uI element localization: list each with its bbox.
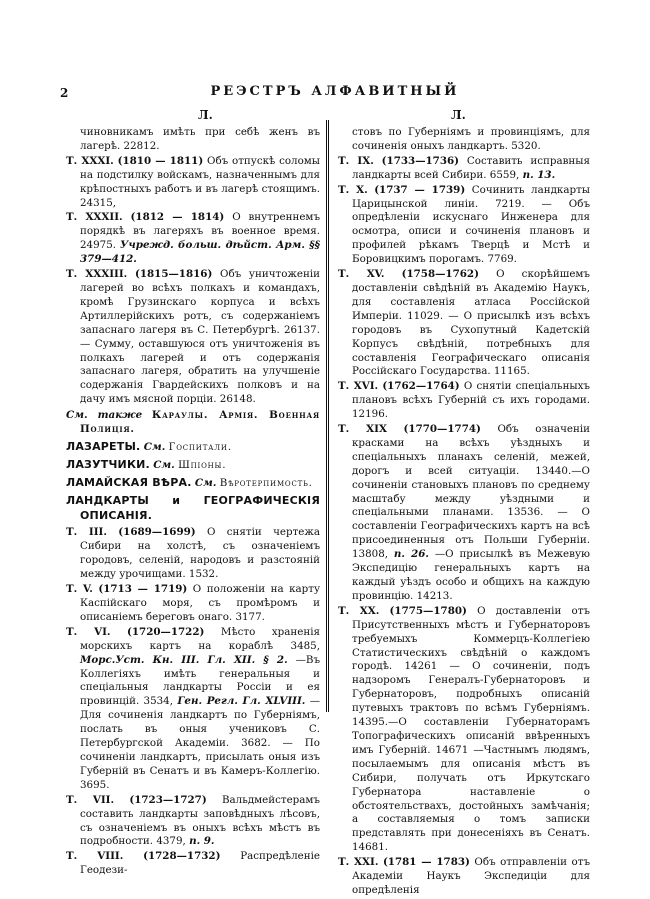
headword-entry (66, 494, 320, 524)
volume-label: Т. X. (338, 183, 368, 196)
left-column (66, 126, 320, 879)
volume-label: Т. VIII. (66, 850, 124, 863)
volume-label: Т. XVI. (338, 380, 379, 393)
entry-text: Распредѣленіе Геодези- (80, 850, 321, 877)
volume-label: Т. XXXII. (66, 211, 123, 224)
headword-entry (66, 476, 320, 491)
volume-label: Т. XXXI. (66, 154, 114, 167)
entry-text: —О присылкѣ въ Межевую Экспедицію генеральныхъ картъ на каждый уѣздъ особо и общихъ на каждую провинцію. 14213. (352, 548, 590, 602)
index-entry (66, 155, 320, 211)
reference: п. 13. (522, 168, 556, 181)
left-column-letter: Л. (198, 108, 213, 122)
index-entry (338, 605, 590, 855)
year-range: (1770—1774) (403, 423, 481, 436)
headword: ЛАЗАРЕТЫ. (66, 439, 141, 453)
year-range: (1689—1699) (118, 526, 196, 539)
see-also-label: См. также (66, 409, 143, 422)
entry-text: О скорѣйшемъ доставленіи свѣдѣній въ Академію Наукъ, для составленія атласа Россійской Имперіи. 11029. — О присылкѣ изъ всѣхъ городовъ въ Сухопутный Кадетскій Корпусъ свѣдѣній, потребныхъ для составленія Географическаго описанія Россійскаго Государства. 11165. (352, 268, 590, 378)
year-range: (1720—1722) (127, 625, 205, 638)
entry-text: —Въ Коллегіяхъ имѣть генеральныя и спеціальныя ландкарты Россіи и ея провинцій. 3534, (80, 653, 320, 708)
entry-text: Мѣсто храненія морскихъ картъ на кораблѣ 3485, (80, 625, 320, 652)
page-number: 2 (60, 86, 69, 100)
continued-text: стовъ по Губерніямъ и провинціямъ, для сочиненія оныхъ ландкартъ. 5320. (352, 126, 590, 152)
year-range: (1723—1727) (129, 793, 207, 806)
headword: ЛАМАЙСКАЯ ВѢРА. (66, 475, 192, 489)
index-entry (338, 155, 590, 183)
right-column-letter: Л. (451, 108, 466, 122)
year-range: (1781 — 1783) (382, 856, 470, 869)
year-range: (1762—1764) (382, 380, 460, 393)
entry-text: — Для сочиненія ландкартъ по Губерніямъ, послать въ оныя учениковъ С. Петербургской Академіи. 3682. — По сочиненіи ландкартъ, присылать оныя изъ Губерній въ Сенатъ и въ Камеръ-Коллегію. 3695. (80, 695, 320, 791)
see-label: См. (143, 440, 166, 453)
index-entry (66, 626, 320, 793)
entry-text: Вальдмейстерамъ составить ландкарты заповѣдныхъ лѣсовъ, съ означеніемъ въ оныхъ всѣхъ мѣстъ въ подробности. 4379, (80, 793, 320, 848)
year-range: (1812 — 1814) (130, 211, 225, 224)
entry-text: Объ уничтоженіи лагерей во всѣхъ полкахъ и командахъ, кромѣ Грузинскаго корпуса и всѣхъ Артиллерійскихъ ротъ, съ содержаніемъ запаснаго лагеря въ С. Петербургѣ. 26137.— Сумму, оставшуюся отъ уничтоженія въ полкахъ лагерей и отъ содержанія запаснаго лагеря, обратить на улучшеніе содержанія Гвардейскихъ полковъ и на дачу имъ мясной порціи. 26148. (80, 268, 320, 406)
entry-text: О снятіи чертежа Сибири на холстѣ, съ означеніемъ городовъ, селеній, народовъ и разстояній между урочищами. 1532. (80, 526, 320, 581)
index-entry (66, 794, 320, 850)
volume-label: Т. III. (66, 526, 107, 539)
reference: п. 26. (393, 548, 430, 561)
index-entry (338, 268, 590, 379)
year-range: (1713 — 1719) (98, 583, 188, 596)
volume-label: Т. XXI. (338, 856, 379, 869)
headword: ЛАНДКАРТЫ и ГЕОГРАФИЧЕСКІЯ ОПИСАНІЯ. (66, 493, 320, 522)
index-entry (66, 850, 320, 878)
reference: п. 9. (189, 835, 215, 848)
year-range: (1810 — 1811) (117, 154, 204, 167)
see-target: Вѣротерпимость. (219, 476, 313, 489)
index-entry (338, 184, 590, 267)
running-title: РЕЭСТРЪ АЛФАВИТНЫЙ (210, 84, 460, 99)
reference: Морс.Уст. Кн. III. Гл. XII. § 2. (80, 653, 288, 666)
year-range: (1733—1736) (381, 154, 460, 167)
index-entry (338, 380, 590, 422)
reference: Учрежд. больш. дѣйст. Арм. §§ 379—412. (80, 239, 321, 266)
volume-label: Т. XX. (338, 604, 380, 617)
index-entry (66, 583, 320, 625)
year-range: (1728—1732) (143, 850, 221, 863)
see-label: См. (153, 458, 175, 471)
headword: ЛАЗУТЧИКИ. (66, 457, 150, 471)
volume-label: Т. XXXIII. (66, 268, 128, 281)
entry-text: Объ отпускѣ соломы на подстилку войскамъ, назначеннымъ для крѣпостныхъ работъ и въ лагерѣ стоящимъ. 24315, (80, 154, 320, 209)
see-label: См. (194, 476, 217, 489)
entry-text: Составить исправныя ландкарты всей Сибири. 6559, (352, 154, 590, 181)
index-entry (66, 211, 320, 267)
entry-text: О снятіи спеціальныхъ плановъ всѣхъ Губерній съ ихъ городами. 12196. (352, 380, 590, 421)
column-divider (326, 120, 329, 712)
entry-text: О внутреннемъ порядкѣ въ лагеряхъ въ военное время. 24975. (80, 211, 320, 252)
index-entry (66, 526, 320, 582)
see-also (66, 409, 320, 437)
volume-label: Т. XIX (338, 423, 387, 436)
right-column (338, 126, 590, 899)
volume-label: Т. VII. (66, 793, 115, 806)
see-target: Шпіоны. (178, 458, 227, 471)
entry-text: Объ означеніи красками на всѣхъ уѣздныхъ и спеціальныхъ планахъ селеній, межей, дорогъ и всей ситуаціи. 13440.—О сочиненіи становыхъ плановъ по среднему масштабу между уѣздными и спеціальными планами. 13536. — О составленіи Географическихъ картъ на всѣ присоединенныя отъ Польши Губерніи. 13808, (352, 423, 590, 561)
year-range: (1775—1780) (389, 604, 467, 617)
entry-text: О доставленіи отъ Присутственныхъ мѣстъ и Губернаторовъ требуемыхъ Коммерцъ-Коллегіею Статистическихъ свѣдѣній о каждомъ городѣ. 14261 — О сочиненіи, подъ надзоромъ Генералъ-Губернаторовъ и Губернаторовъ, подробныхъ описаній путевыхъ трактовъ по всѣмъ Губерніямъ. 14395.—О составленіи Губернаторамъ Топографическихъ описаній ввѣренныхъ имъ Губерній. 14671 —Частнымъ людямъ, посылаемымъ для описанія мѣстъ въ Сибири, получать отъ Иркутскаго Губернатора наставленіе о обстоятельствахъ, достойныхъ замѣчанія; а составляемыя о томъ записки представлять при донесеніяхъ въ Сенатъ. 14681. (352, 604, 590, 854)
year-range: (1815—1816) (134, 268, 213, 281)
reference: Ген. Регл. Гл. XLVIII. (177, 695, 306, 708)
index-entry (338, 423, 590, 604)
year-range: (1737 — 1739) (374, 183, 466, 196)
entry-text: О положеніи на карту Каспійскаго моря, съ промѣромъ и описаніемъ береговъ онаго. 3177. (80, 583, 321, 623)
continued-text: чиновникамъ имѣть при себѣ женъ въ лагерѣ. 22812. (80, 126, 320, 152)
see-also-targets: Караулы. Армія. Военная Полиція. (80, 409, 321, 436)
entry-text: Объ отправленіи отъ Академіи Наукъ Экспедиціи для опредѣленія (352, 856, 590, 896)
volume-label: Т. XV. (338, 268, 385, 281)
entry-text: Сочинить ландкарты Царицынской линіи. 7219. — Объ опредѣленіи искуснаго Инженера для осмотра, описи и сочиненія плановъ и профилей рѣкамъ Тверцѣ и Мстѣ и Боровицкимъ порогамъ. 7769. (352, 183, 590, 266)
volume-label: Т. VI. (66, 625, 111, 638)
index-entry (338, 856, 590, 898)
year-range: (1758—1762) (401, 268, 479, 281)
index-entry (66, 268, 320, 407)
headword-entry (66, 458, 320, 473)
volume-label: Т. IX. (338, 154, 374, 167)
volume-label: Т. V. (66, 583, 93, 596)
headword-entry (66, 440, 320, 455)
see-target: Госпитали. (168, 440, 232, 453)
